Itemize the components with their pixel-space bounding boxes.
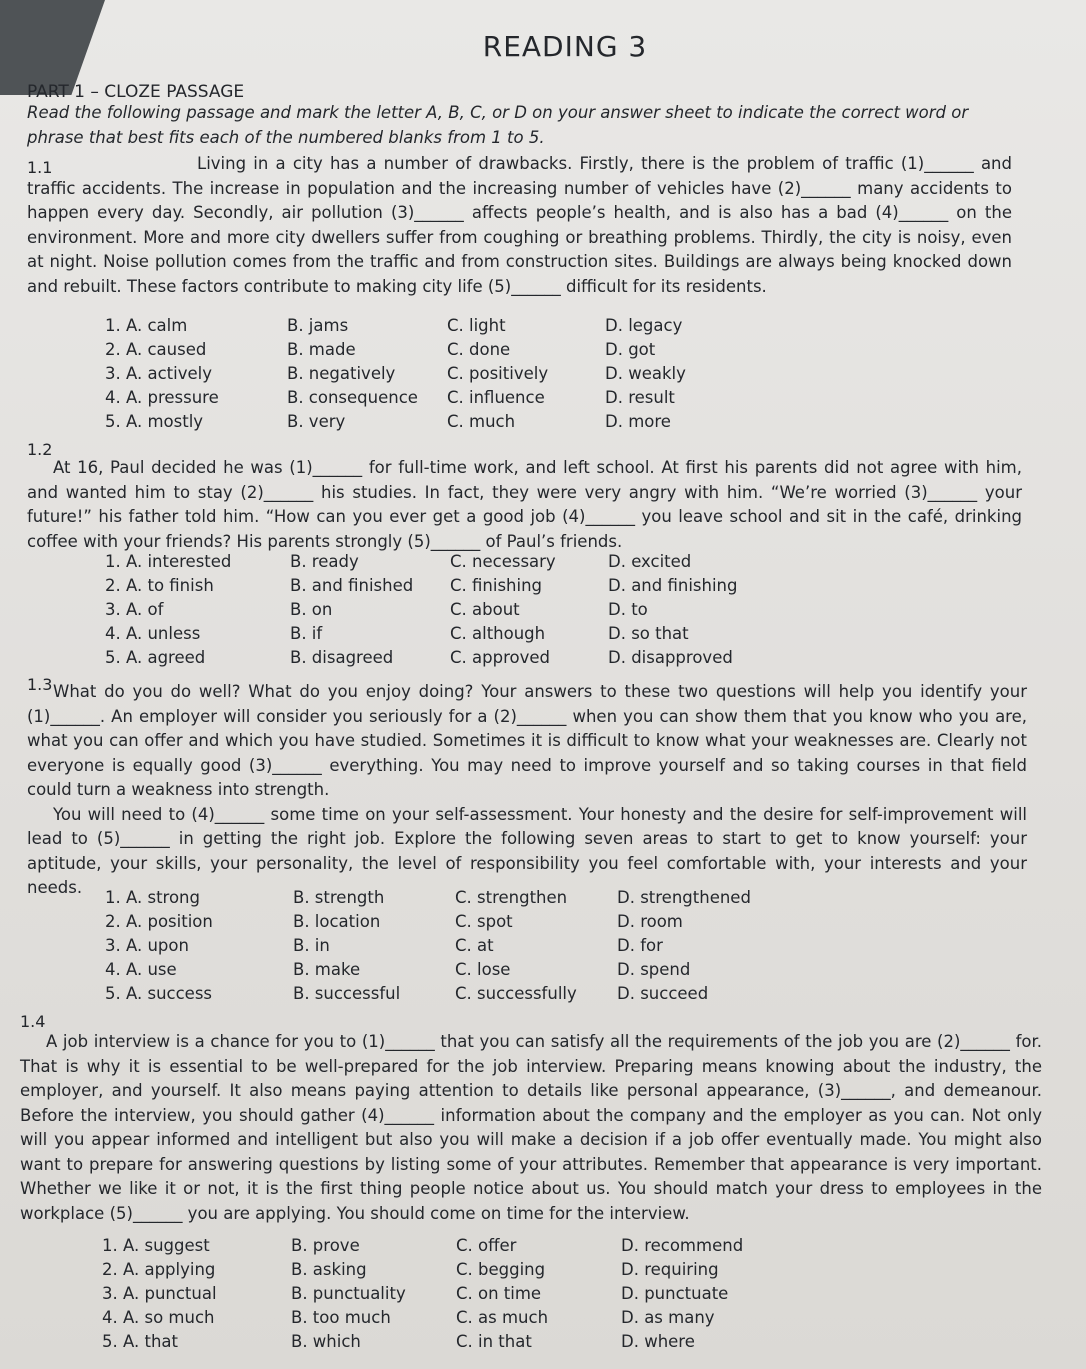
options-grid <box>105 886 777 1005</box>
option[interactable]: 3. A. upon <box>105 936 189 955</box>
option[interactable]: C. finishing <box>450 576 543 595</box>
option[interactable]: B. ready <box>290 552 359 571</box>
option[interactable]: C. much <box>447 412 516 431</box>
option[interactable]: D. spend <box>617 960 691 979</box>
option[interactable]: 5. A. that <box>102 1332 178 1351</box>
option[interactable]: D. where <box>621 1332 695 1351</box>
option[interactable]: 1. A. strong <box>105 888 200 907</box>
option[interactable]: B. on <box>290 600 333 619</box>
page-title: READING 3 <box>482 30 648 63</box>
option[interactable]: 4. A. pressure <box>105 388 219 407</box>
option[interactable]: 4. A. use <box>105 960 177 979</box>
option[interactable]: B. and finished <box>290 576 414 595</box>
option[interactable]: 2. A. to finish <box>105 576 214 595</box>
option[interactable]: 1. A. suggest <box>102 1236 210 1255</box>
passage-text: A job interview is a chance for you to (1)______ that you can satisfy all the requirements of the job you are (2)______ for. That is why it is essential to be well-prepared for the job interview. Preparing means knowing about the industry, the employer, and yourself. It also means paying attention to details like personal appearance, (3)______, and demeanour. Before the interview, you should gather (4)______ information about the company and the employer as you can. Not only will you appear informed and intelligent but also you will make a decision if a job offer eventually made. You might also want to prepare for answering questions by listing some of your attributes. Remember that appearance is very important. Whether we like it or not, it is the first thing people notice about us. You should match your dress to employees in the workplace (5)______ you are applying. You should come on time for the interview. <box>20 1032 1042 1223</box>
option[interactable]: C. on time <box>456 1284 542 1303</box>
option[interactable]: D. excited <box>608 552 692 571</box>
option[interactable]: D. recommend <box>621 1236 744 1255</box>
option[interactable]: 2. A. applying <box>102 1260 216 1279</box>
option[interactable]: 4. A. so much <box>102 1308 215 1327</box>
option[interactable]: 1. A. calm <box>105 316 188 335</box>
option[interactable]: D. as many <box>621 1308 715 1327</box>
option[interactable]: D. strengthened <box>617 888 751 907</box>
option[interactable]: C. necessary <box>450 552 556 571</box>
option[interactable]: B. which <box>291 1332 361 1351</box>
options-grid <box>102 1234 781 1353</box>
option[interactable]: B. in <box>293 936 330 955</box>
option[interactable]: 1. A. interested <box>105 552 232 571</box>
option[interactable]: C. lose <box>455 960 511 979</box>
option[interactable]: C. done <box>447 340 511 359</box>
option[interactable]: 2. A. position <box>105 912 213 931</box>
option[interactable]: C. as much <box>456 1308 549 1327</box>
passage <box>27 152 1012 299</box>
option[interactable]: D. more <box>605 412 671 431</box>
option[interactable]: D. disapproved <box>608 648 733 667</box>
option[interactable]: B. disagreed <box>290 648 394 667</box>
option[interactable]: B. location <box>293 912 381 931</box>
passage-text: What do you do well? What do you enjoy doing? Your answers to these two questions will help you identify your (1)______. An employer will consider you seriously for a (2)______ when you can show them that you know who you are, what you can offer and which you have studied. Sometimes it is difficult to know what your weaknesses are. Clearly not everyone is equally good (3)______ everything. You may need to improve yourself and so taking courses in that field could turn a weakness into strength. <box>27 682 1027 799</box>
option[interactable]: 4. A. unless <box>105 624 201 643</box>
option[interactable]: B. asking <box>291 1260 367 1279</box>
option[interactable]: B. make <box>293 960 361 979</box>
option[interactable]: 2. A. caused <box>105 340 207 359</box>
instructions: Read the following passage and mark the letter A, B, C, or D on your answer sheet to indicate the correct word or phrase that best fits each of the numbered blanks from 1 to 5. <box>27 103 969 147</box>
option[interactable]: B. successful <box>293 984 401 1003</box>
option[interactable]: C. light <box>447 316 506 335</box>
passage <box>27 680 1027 901</box>
option[interactable]: C. at <box>455 936 494 955</box>
option[interactable]: D. requiring <box>621 1260 719 1279</box>
section-number: 1.1 <box>27 158 53 177</box>
passage <box>20 1030 1042 1226</box>
passage-text: Living in a city has a number of drawbacks. Firstly, there is the problem of traffic (1)______ and traffic accidents. The increase in population and the increasing number of vehicles have (2)______ many accidents to happen every day. Secondly, air pollution (3)______ affects people’s health, and is also has a bad (4)______ on the environment. More and more city dwellers suffer from coughing or breathing problems. Thirdly, the city is noisy, even at night. Noise pollution comes from the traffic and from construction sites. Buildings are always being knocked down and rebuilt. These factors contribute to making city life (5)______ difficult for its residents. <box>27 154 1012 296</box>
option[interactable]: B. very <box>287 412 346 431</box>
option[interactable]: C. spot <box>455 912 513 931</box>
option[interactable]: C. influence <box>447 388 545 407</box>
options-grid <box>105 550 768 669</box>
option[interactable]: C. about <box>450 600 520 619</box>
passage-text: At 16, Paul decided he was (1)______ for full-time work, and left school. At first his parents did not agree with him, and wanted him to stay (2)______ his studies. In fact, they were very angry with him. “We’re worried (3)______ your future!” his father told him. “How can you ever get a good job (4)______ you leave school and sit in the café, drinking coffee with your friends? His parents strongly (5)______ of Paul’s friends. <box>27 458 1022 551</box>
option[interactable]: 3. A. of <box>105 600 164 619</box>
option[interactable]: 3. A. actively <box>105 364 212 383</box>
option[interactable]: D. to <box>608 600 648 619</box>
option[interactable]: D. weakly <box>605 364 686 383</box>
option[interactable]: D. succeed <box>617 984 709 1003</box>
option[interactable]: D. legacy <box>605 316 683 335</box>
option[interactable]: B. if <box>290 624 323 643</box>
option[interactable]: 5. A. mostly <box>105 412 204 431</box>
section-number: 1.4 <box>20 1012 46 1031</box>
passage-text: You will need to (4)______ some time on your self-assessment. Your honesty and the desire for self-improvement will lead to (5)______ in getting the right job. Explore the following seven areas to start to get to know yourself: your aptitude, your skills, your personality, the level of responsibility you feel comfortable with, your interests and your needs. <box>27 804 1027 897</box>
option[interactable]: B. too much <box>291 1308 391 1327</box>
option[interactable]: C. successfully <box>455 984 577 1003</box>
option[interactable]: B. strength <box>293 888 385 907</box>
option[interactable]: C. approved <box>450 648 550 667</box>
option[interactable]: D. result <box>605 388 675 407</box>
option[interactable]: B. negatively <box>287 364 396 383</box>
option[interactable]: C. positively <box>447 364 549 383</box>
option[interactable]: D. for <box>617 936 663 955</box>
option[interactable]: C. begging <box>456 1260 546 1279</box>
passage <box>27 456 1022 554</box>
option[interactable]: B. made <box>287 340 356 359</box>
option[interactable]: 5. A. success <box>105 984 213 1003</box>
option[interactable]: D. so that <box>608 624 689 643</box>
option[interactable]: B. consequence <box>287 388 418 407</box>
options-grid <box>105 314 765 433</box>
option[interactable]: D. and finishing <box>608 576 738 595</box>
option[interactable]: D. room <box>617 912 683 931</box>
option[interactable]: D. got <box>605 340 656 359</box>
part-heading: PART 1 – CLOZE PASSAGE <box>27 82 245 102</box>
option[interactable]: B. prove <box>291 1236 360 1255</box>
option[interactable]: B. punctuality <box>291 1284 406 1303</box>
option[interactable]: 5. A. agreed <box>105 648 206 667</box>
option[interactable]: D. punctuate <box>621 1284 729 1303</box>
option[interactable]: B. jams <box>287 316 349 335</box>
option[interactable]: C. although <box>450 624 546 643</box>
option[interactable]: C. in that <box>456 1332 532 1351</box>
option[interactable]: C. offer <box>456 1236 517 1255</box>
section-number: 1.2 <box>27 440 53 459</box>
option[interactable]: 3. A. punctual <box>102 1284 217 1303</box>
option[interactable]: C. strengthen <box>455 888 568 907</box>
section-number: 1.3 <box>27 675 53 694</box>
